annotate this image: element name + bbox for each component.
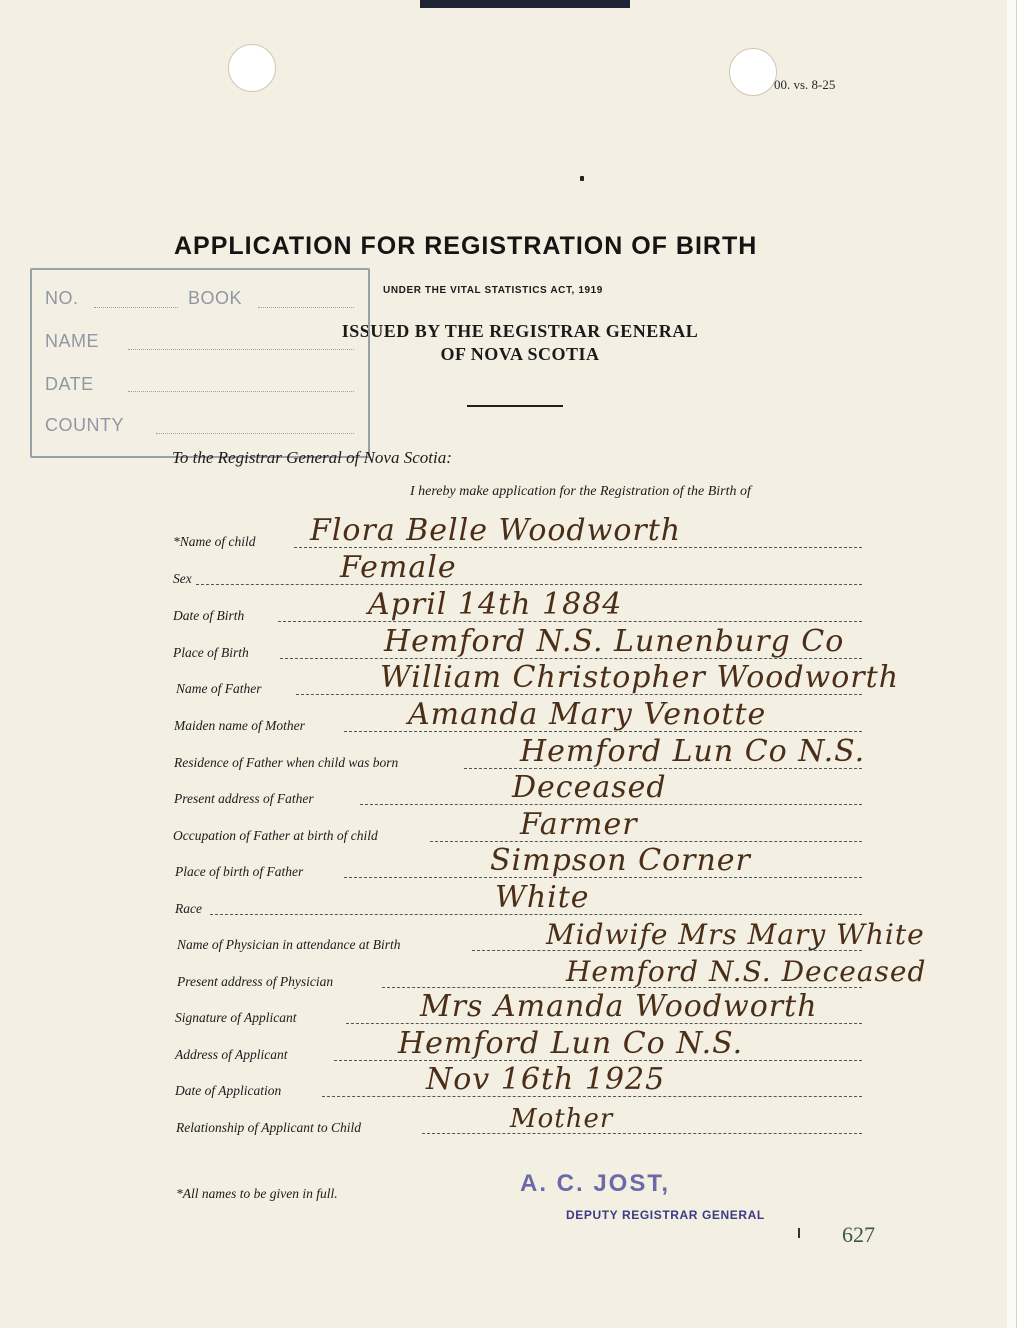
field-label: Name of Physician in attendance at Birth: [177, 937, 401, 952]
stamp-no: NO.: [45, 288, 79, 308]
stamp-date: DATE: [45, 374, 94, 394]
field-label: Signature of Applicant: [175, 1010, 297, 1025]
handwritten-answer: Amanda Mary Venotte: [408, 697, 767, 732]
title-rule: [467, 405, 563, 407]
handwritten-answer: Mrs Amanda Woodworth: [420, 989, 818, 1024]
salutation: To the Registrar General of Nova Scotia:: [172, 448, 452, 467]
field-row: [0, 1062, 1016, 1103]
issuer-line-1: ISSUED BY THE REGISTRAR GENERAL: [341, 321, 699, 341]
form-code: 00. vs. 8-25: [774, 77, 836, 92]
handwritten-answer: April 14th 1884: [368, 587, 623, 622]
official-stamp-name: A. C. JOST,: [520, 1170, 671, 1197]
stamp-dots: [94, 306, 178, 308]
ink-speck: [580, 176, 584, 181]
field-label: Residence of Father when child was born: [174, 755, 399, 770]
handwritten-answer: Midwife Mrs Mary White: [546, 918, 925, 951]
handwritten-answer: Hemford N.S. Deceased: [566, 955, 927, 988]
handwritten-answer: Hemford Lun Co N.S.: [520, 734, 866, 769]
field-label: Name of Father: [176, 681, 262, 696]
handwritten-answer: William Christopher Woodworth: [380, 660, 900, 695]
field-label: Present address of Father: [174, 791, 314, 806]
serial-number: 627: [842, 1222, 875, 1247]
application-statement: I hereby make application for the Registration of the Birth of: [410, 484, 751, 499]
field-row: [0, 918, 1016, 957]
field-row: [0, 734, 1016, 775]
field-label: Relationship of Applicant to Child: [176, 1120, 361, 1135]
footnote: *All names to be given in full.: [176, 1186, 338, 1201]
official-stamp-title: DEPUTY REGISTRAR GENERAL: [566, 1208, 765, 1222]
stamp-dots: [156, 432, 354, 434]
field-label: Maiden name of Mother: [174, 718, 305, 733]
form-subtitle: UNDER THE VITAL STATISTICS ACT, 1919: [383, 285, 603, 296]
field-label: *Name of child: [173, 534, 256, 549]
punch-hole-left: [228, 44, 276, 92]
registry-stamp: [30, 268, 370, 458]
field-row: [0, 513, 1016, 554]
field-label: Race: [175, 901, 202, 916]
handwritten-answer: Deceased: [512, 770, 667, 805]
field-label: Date of Application: [175, 1083, 282, 1098]
field-label: Place of birth of Father: [175, 864, 304, 879]
handwritten-answer: Simpson Corner: [490, 843, 751, 878]
issuer-line-2: OF NOVA SCOTIA: [440, 344, 600, 364]
field-line: [196, 583, 862, 585]
field-label: Occupation of Father at birth of child: [173, 828, 378, 843]
pencil-mark: [798, 1228, 800, 1238]
stamp-book: BOOK: [188, 288, 243, 308]
handwritten-answer: Female: [340, 550, 457, 585]
handwritten-answer: Mother: [510, 1104, 614, 1134]
handwritten-answer: Hemford Lun Co N.S.: [398, 1026, 744, 1061]
field-label: Place of Birth: [173, 645, 249, 660]
stamp-dots: [258, 306, 354, 308]
field-row: [0, 880, 1016, 921]
punch-hole-right: [729, 48, 777, 96]
field-row: [0, 770, 1016, 811]
stamp-name: NAME: [45, 331, 100, 351]
handwritten-answer: Farmer: [520, 807, 638, 842]
handwritten-answer: White: [495, 880, 590, 915]
form-title: APPLICATION FOR REGISTRATION OF BIRTH: [174, 232, 758, 260]
field-line: [422, 1132, 862, 1134]
handwritten-answer: Flora Belle Woodworth: [310, 513, 682, 548]
handwritten-answer: Nov 16th 1925: [426, 1062, 666, 1097]
stamp-dots: [128, 348, 354, 350]
binding-strip: [420, 0, 630, 8]
field-label: Present address of Physician: [177, 974, 334, 989]
field-label: Address of Applicant: [175, 1047, 288, 1062]
field-row: [0, 1104, 1016, 1140]
field-label: Sex: [173, 571, 192, 586]
field-line: [430, 840, 862, 842]
handwritten-answer: Hemford N.S. Lunenburg Co: [384, 624, 845, 659]
stamp-dots: [128, 390, 354, 392]
field-label: Date of Birth: [173, 608, 245, 623]
stamp-county: COUNTY: [45, 415, 124, 435]
